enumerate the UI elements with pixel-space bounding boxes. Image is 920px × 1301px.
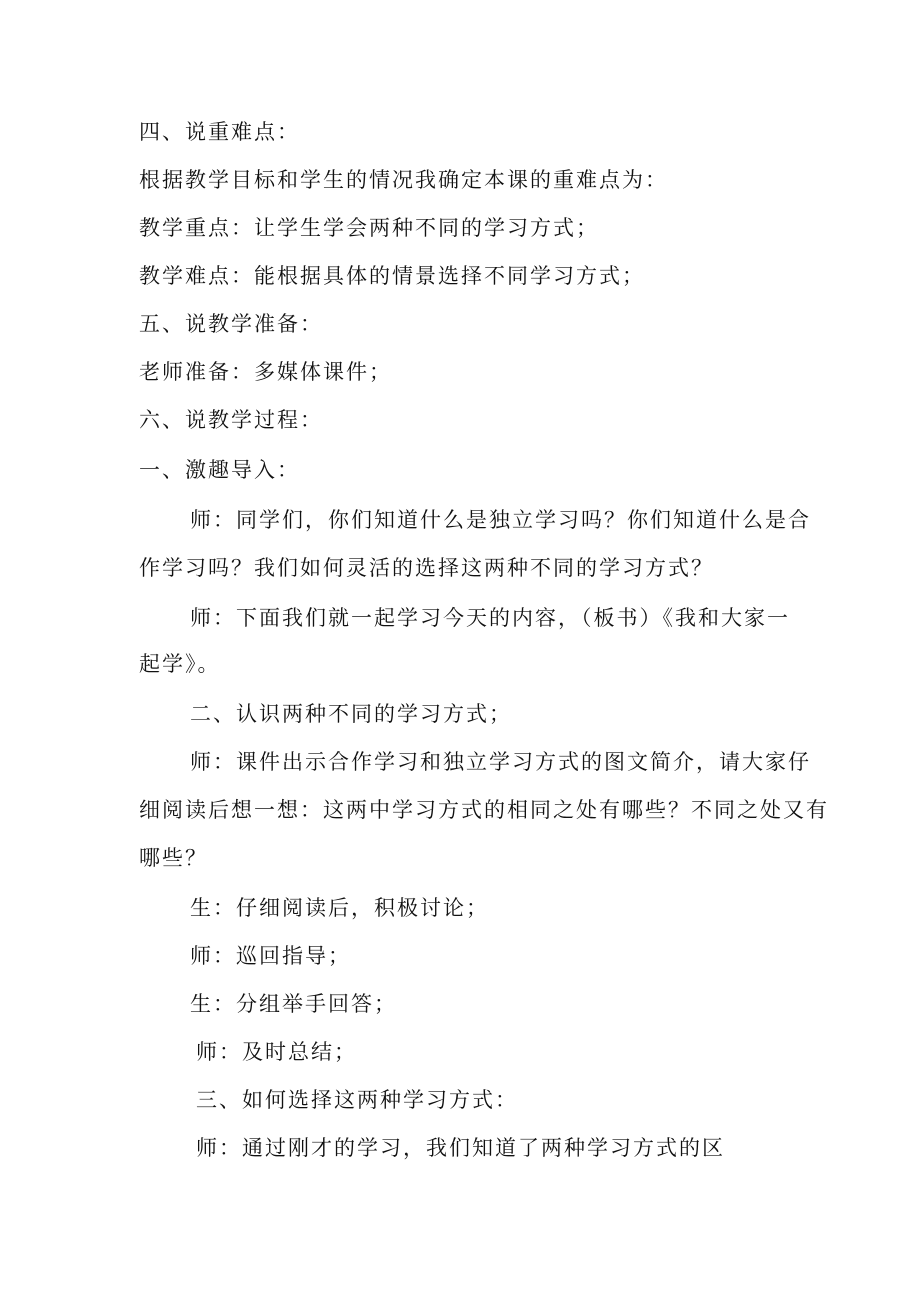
paragraph-line: 师：下面我们就一起学习今天的内容，（板书）《我和大家一 xyxy=(190,606,790,630)
paragraph-line: 师：巡回指导； xyxy=(190,944,351,968)
paragraph-line: 作学习吗？我们如何灵活的选择这两种不同的学习方式？ xyxy=(139,556,714,580)
paragraph-line: 生：分组举手回答； xyxy=(190,992,397,1016)
subheading-introduction: 一、激趣导入： xyxy=(139,458,300,482)
subheading-two-methods: 二、认识两种不同的学习方式； xyxy=(190,702,512,726)
paragraph-line: 根据教学目标和学生的情况我确定本课的重难点为： xyxy=(139,168,668,192)
paragraph-line: 哪些？ xyxy=(139,846,208,870)
paragraph-line: 师：及时总结； xyxy=(196,1040,357,1064)
heading-teaching-process: 六、说教学过程： xyxy=(139,408,323,432)
paragraph-line: 师：课件出示合作学习和独立学习方式的图文简介，请大家仔 xyxy=(190,750,811,774)
paragraph-line: 师：通过刚才的学习，我们知道了两种学习方式的区 xyxy=(196,1136,725,1160)
paragraph-line: 生：仔细阅读后，积极讨论； xyxy=(190,896,489,920)
paragraph-line: 起学》。 xyxy=(139,652,221,676)
paragraph-line: 教学难点：能根据具体的情景选择不同学习方式； xyxy=(139,264,645,288)
paragraph-line: 老师准备：多媒体课件； xyxy=(139,360,392,384)
heading-key-difficult-points: 四、说重难点： xyxy=(139,120,300,144)
paragraph-line: 教学重点：让学生学会两种不同的学习方式； xyxy=(139,216,599,240)
paragraph-line: 师：同学们，你们知道什么是独立学习吗？你们知道什么是合 xyxy=(190,508,811,532)
subheading-choose-method: 三、如何选择这两种学习方式： xyxy=(196,1088,518,1112)
paragraph-line: 细阅读后想一想：这两中学习方式的相同之处有哪些？不同之处又有 xyxy=(139,798,829,822)
heading-teaching-preparation: 五、说教学准备： xyxy=(139,312,323,336)
